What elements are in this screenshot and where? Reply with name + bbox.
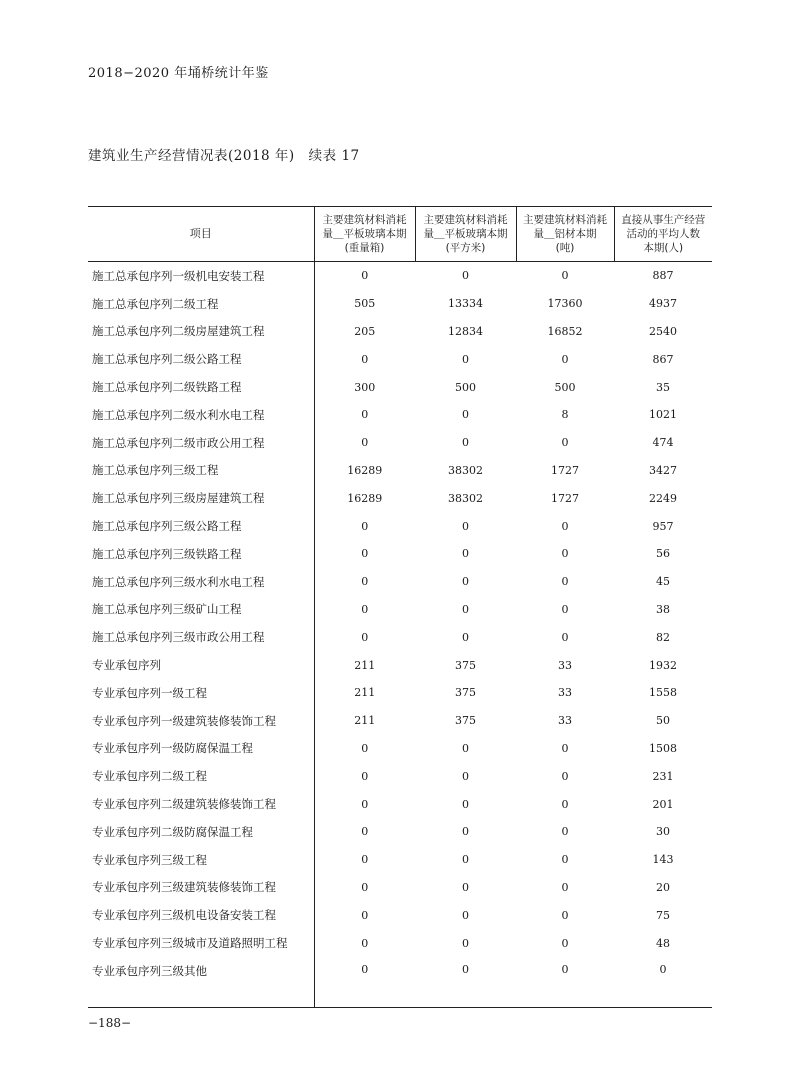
cell-value: 0: [462, 602, 469, 616]
table-row: [88, 929, 712, 957]
table-row: [88, 735, 712, 763]
cell-value: 0: [561, 880, 569, 894]
cell-value: 957: [652, 519, 674, 533]
cell-value: 33: [558, 686, 572, 700]
cell-value: 0: [462, 769, 469, 783]
row-label: 施工总承包序列二级市政公用工程: [92, 435, 265, 450]
table-row: [88, 790, 712, 818]
table-row: [88, 623, 712, 651]
cell-value: 1021: [649, 408, 677, 422]
header-line: 直接从事生产经营: [621, 214, 706, 226]
row-label: 专业承包序列三级工程: [92, 852, 207, 867]
cell-value: 0: [561, 519, 569, 533]
cell-value: 0: [462, 825, 469, 839]
cell-value: 500: [455, 380, 476, 394]
header-line: 主要建筑材料消耗: [423, 214, 508, 226]
cell-value: 0: [462, 436, 469, 450]
table-row: [88, 345, 712, 373]
cell-value: 0: [462, 962, 469, 976]
cell-value: 0: [561, 741, 569, 755]
table-row: [88, 596, 712, 624]
cell-value: 0: [314, 623, 415, 651]
row-label: 施工总承包序列三级公路工程: [92, 519, 242, 534]
table-row: [88, 540, 712, 568]
header-line: 量＿平板玻璃本期: [423, 228, 508, 240]
cell-value: 33: [558, 658, 572, 672]
cell-value: 300: [314, 373, 415, 401]
cell-value: 0: [314, 818, 415, 846]
header-line: 量＿铝材本期: [533, 228, 597, 240]
cell-value: 0: [462, 741, 469, 755]
cell-value: 0: [561, 630, 569, 644]
row-label: 专业承包序列一级工程: [92, 685, 207, 700]
cell-value: 2249: [649, 491, 677, 505]
cell-value: 0: [659, 962, 667, 976]
running-head: 2018−2020 年埇桥统计年鉴: [88, 66, 269, 81]
cell-value: 0: [314, 596, 415, 624]
row-label: 施工总承包序列二级铁路工程: [92, 380, 242, 395]
table-row: [88, 512, 712, 540]
cell-value: 0: [462, 269, 469, 283]
table-row: [88, 429, 712, 457]
cell-value: 0: [462, 575, 469, 589]
cell-value: 375: [455, 658, 476, 672]
cell-value: 0: [561, 936, 569, 950]
row-label: 施工总承包序列三级房屋建筑工程: [92, 491, 265, 506]
statistics-table: [88, 206, 712, 1008]
cell-value: 2540: [649, 324, 677, 338]
row-label: 施工总承包序列二级水利水电工程: [92, 407, 265, 422]
cell-value: 17360: [547, 297, 583, 311]
cell-value: 0: [314, 874, 415, 902]
cell-value: 0: [314, 345, 415, 373]
cell-value: 0: [462, 630, 469, 644]
header-line: 活动的平均人数: [626, 228, 700, 240]
cell-value: 0: [314, 790, 415, 818]
cell-value: 0: [462, 797, 469, 811]
cell-value: 20: [656, 880, 670, 894]
row-label: 专业承包序列: [92, 658, 161, 673]
row-label: 专业承包序列三级其他: [92, 963, 207, 978]
table-row: [88, 846, 712, 874]
table-row: [88, 401, 712, 429]
cell-value: 33: [558, 714, 572, 728]
row-label: 施工总承包序列三级水利水电工程: [92, 574, 265, 589]
cell-value: 56: [656, 547, 670, 561]
header-line: (平方米): [445, 242, 486, 254]
table-row: [88, 318, 712, 346]
cell-value: 38302: [448, 463, 483, 477]
cell-value: 38: [656, 602, 670, 616]
table-header-row: [88, 207, 712, 262]
table-row: [88, 901, 712, 929]
row-label: 施工总承包序列三级市政公用工程: [92, 630, 265, 645]
cell-value: 0: [314, 512, 415, 540]
cell-value: 0: [561, 825, 569, 839]
cell-value: 35: [656, 380, 670, 394]
cell-value: 211: [314, 707, 415, 735]
cell-value: 231: [652, 769, 674, 783]
cell-value: 4937: [649, 297, 677, 311]
row-label: 施工总承包序列三级工程: [92, 463, 219, 478]
cell-value: 0: [561, 962, 569, 976]
cell-value: 375: [455, 714, 476, 728]
cell-value: 0: [561, 853, 569, 867]
cell-value: 0: [561, 269, 569, 283]
cell-value: 0: [462, 880, 469, 894]
table-row: [88, 651, 712, 679]
row-label: 施工总承包序列二级工程: [92, 296, 219, 311]
table-row: [88, 457, 712, 485]
cell-value: 75: [656, 908, 670, 922]
cell-value: 0: [561, 908, 569, 922]
row-label: 专业承包序列三级建筑装修装饰工程: [92, 880, 276, 895]
cell-value: 0: [314, 901, 415, 929]
cell-value: 0: [314, 401, 415, 429]
table-row: [88, 818, 712, 846]
cell-value: 16289: [314, 457, 415, 485]
header-aluminum-tons: [516, 207, 614, 262]
row-label: 专业承包序列一级防腐保温工程: [92, 741, 253, 756]
cell-value: 0: [462, 408, 469, 422]
cell-value: 0: [462, 853, 469, 867]
cell-value: 1932: [649, 658, 677, 672]
row-label: 施工总承包序列二级公路工程: [92, 352, 242, 367]
table-body: [88, 262, 712, 1008]
row-label: 专业承包序列二级建筑装修装饰工程: [92, 797, 276, 812]
table-row: [88, 484, 712, 512]
cell-value: 0: [561, 575, 569, 589]
cell-value: 500: [554, 380, 576, 394]
header-line: 本期(人): [643, 242, 684, 254]
header-glass-weight-cases: [314, 207, 415, 262]
cell-value: 45: [656, 575, 670, 589]
cell-value: 201: [652, 797, 674, 811]
table-row: [88, 568, 712, 596]
cell-value: 0: [561, 769, 569, 783]
cell-value: 1558: [649, 686, 677, 700]
cell-value: 0: [462, 936, 469, 950]
table-row: [88, 762, 712, 790]
row-label: 专业承包序列一级建筑装修装饰工程: [92, 713, 276, 728]
cell-value: 0: [462, 547, 469, 561]
cell-value: 48: [656, 936, 670, 950]
header-line: 量＿平板玻璃本期: [322, 228, 407, 240]
table-row: [88, 707, 712, 735]
table-row: [88, 874, 712, 902]
table-row: [88, 262, 712, 290]
cell-value: 505: [314, 290, 415, 318]
header-line: 主要建筑材料消耗: [523, 214, 607, 226]
cell-value: 13334: [448, 297, 483, 311]
table-row: [88, 290, 712, 318]
cell-value: 0: [462, 519, 469, 533]
cell-value: 0: [314, 762, 415, 790]
cell-value: 0: [561, 352, 569, 366]
cell-value: 16289: [314, 484, 415, 512]
cell-value: 8: [561, 408, 569, 422]
cell-value: 474: [652, 436, 674, 450]
table-title: 建筑业生产经营情况表(2018 年) 续表 17: [88, 148, 360, 164]
cell-value: 0: [314, 262, 415, 290]
row-label: 专业承包序列三级机电设备安装工程: [92, 908, 276, 923]
cell-value: 30: [656, 825, 670, 839]
cell-value: 82: [656, 630, 670, 644]
cell-value: 211: [314, 679, 415, 707]
cell-value: 0: [561, 602, 569, 616]
cell-value: 887: [652, 269, 674, 283]
cell-value: 375: [455, 686, 476, 700]
cell-value: 50: [656, 714, 670, 728]
header-glass-square-meters: [415, 207, 516, 262]
cell-value: 205: [314, 318, 415, 346]
cell-value: 0: [314, 429, 415, 457]
cell-value: 0: [561, 436, 569, 450]
table-row: [88, 679, 712, 707]
cell-value: 0: [561, 797, 569, 811]
cell-value: 12834: [448, 324, 483, 338]
header-item: 项目: [88, 207, 314, 262]
cell-value: 38302: [448, 491, 483, 505]
cell-value: 0: [314, 568, 415, 596]
row-label: 专业承包序列二级工程: [92, 769, 207, 784]
cell-value: 0: [314, 540, 415, 568]
cell-value: 1727: [551, 491, 579, 505]
cell-value: 867: [652, 352, 674, 366]
row-label: 施工总承包序列一级机电安装工程: [92, 268, 265, 283]
cell-value: 0: [314, 929, 415, 957]
cell-value: 0: [314, 957, 415, 1008]
row-label: 施工总承包序列三级矿山工程: [92, 602, 242, 617]
cell-value: 0: [314, 735, 415, 763]
cell-value: 211: [314, 651, 415, 679]
header-line: (重量箱): [344, 242, 385, 254]
row-label: 专业承包序列三级城市及道路照明工程: [92, 936, 288, 951]
cell-value: 1508: [649, 741, 677, 755]
header-line: (吨): [555, 242, 575, 254]
page-number: −188−: [88, 1016, 132, 1030]
table-row: [88, 373, 712, 401]
cell-value: 0: [314, 846, 415, 874]
cell-value: 0: [462, 352, 469, 366]
cell-value: 143: [652, 853, 674, 867]
cell-value: 1727: [551, 463, 579, 477]
cell-value: 0: [561, 547, 569, 561]
header-line: 主要建筑材料消耗: [322, 214, 407, 226]
row-label: 专业承包序列二级防腐保温工程: [92, 824, 253, 839]
table-row: [88, 957, 712, 1008]
cell-value: 16852: [547, 324, 583, 338]
cell-value: 3427: [649, 463, 677, 477]
row-label: 施工总承包序列三级铁路工程: [92, 546, 242, 561]
cell-value: 0: [462, 908, 469, 922]
row-label: 施工总承包序列二级房屋建筑工程: [92, 324, 265, 339]
header-average-workers: [614, 207, 712, 262]
